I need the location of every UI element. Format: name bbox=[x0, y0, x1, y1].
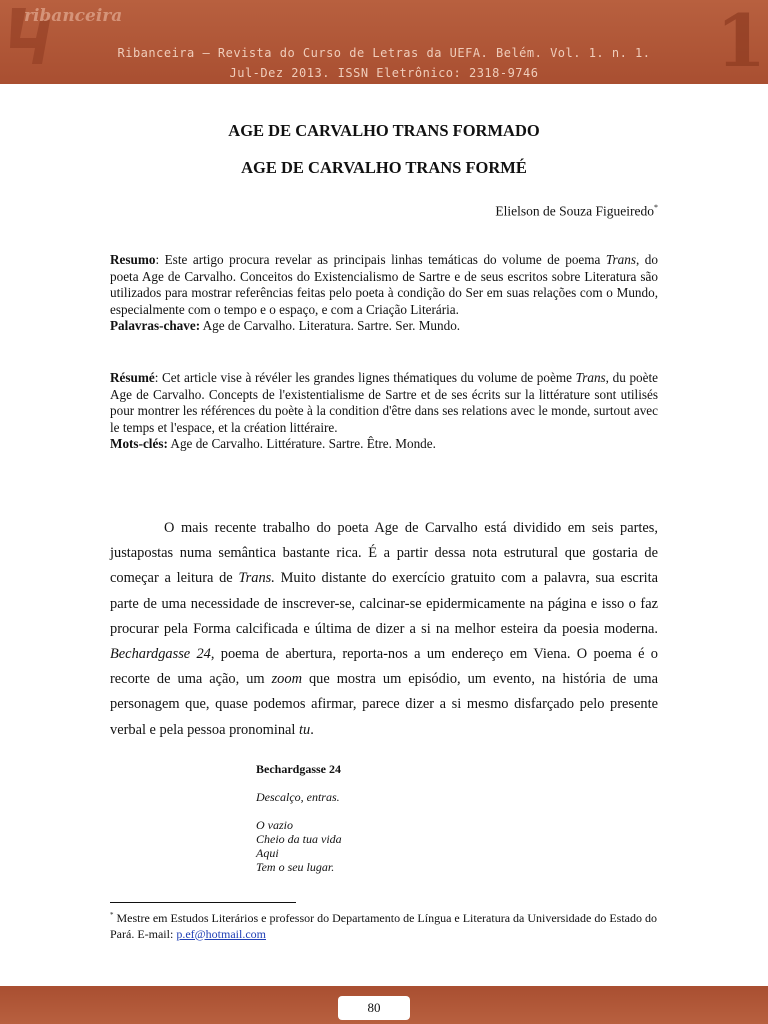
abstract-pt-italic: Trans bbox=[605, 252, 636, 267]
author-email-link[interactable]: p.ef@hotmail.com bbox=[176, 926, 267, 941]
abstract-fr-text-rest: , du poète Age de Carvalho. Concepts de l'existentialisme de Sartre et de ses écrits sur la littérature sont utilisés pour montrer les références du poète à la condition d'être dans ses relations avec le monde, surtout avec le temps et l'espace, et la création littéraire. bbox=[110, 370, 659, 435]
footnote-text: Mestre em Estudos Literários e professor do Departamento de Língua e Literatura da Universidade do Estado do Pará. E-mail: bbox=[110, 911, 657, 941]
poem-line: Tem o seu lugar. bbox=[256, 860, 335, 874]
body-italic-3: zoom bbox=[271, 671, 302, 688]
page-number: 80 bbox=[338, 996, 410, 1020]
body-italic-4: tu bbox=[299, 721, 311, 738]
issue-number-glyph: 1 bbox=[716, 0, 767, 83]
footnote bbox=[110, 908, 658, 942]
body-text-c: , poema de abertura, reporta-nos a um endereço em Viena. O poema é o recorte de uma ação, um bbox=[110, 646, 658, 688]
body-text-d: que mostra um episódio, um evento, na história de uma personagem que, quase podemos afirmar, parece dizer a si mesmo disfarçado pelo presente verbal e pela pessoa pronominal bbox=[110, 671, 658, 738]
footnote-divider bbox=[110, 902, 296, 903]
abstract-fr-paragraph bbox=[110, 370, 658, 436]
body-paragraph bbox=[110, 516, 658, 743]
abstract-fr-italic: Trans bbox=[575, 370, 606, 385]
issue-number-mark bbox=[712, 0, 767, 84]
keywords-fr-text: Age de Carvalho. Littérature. Sartre. Être. Monde. bbox=[167, 436, 436, 451]
article-title-pt: AGE DE CARVALHO TRANS FORMADO bbox=[228, 121, 540, 140]
keywords-fr-label: Mots-clés: bbox=[110, 436, 168, 451]
abstract-pt-paragraph bbox=[110, 252, 658, 318]
abstract-fr-label: Résumé bbox=[110, 370, 155, 385]
body-italic-2: Bechardgasse 24 bbox=[110, 646, 211, 663]
keywords-pt bbox=[110, 318, 658, 335]
keywords-fr bbox=[110, 436, 658, 453]
poem-line: Aqui bbox=[256, 846, 279, 860]
abstract-pt-label: Resumo bbox=[110, 252, 156, 267]
author-name-text: Elielson de Souza Figueiredo bbox=[495, 203, 654, 219]
abstract-fr-text: : Cet article vise à révéler les grandes lignes thématiques du volume de poème bbox=[154, 370, 576, 385]
abstract-pt bbox=[110, 252, 658, 335]
abstract-fr bbox=[110, 370, 658, 453]
poem-line: Descalço, entras. bbox=[256, 790, 340, 804]
poem-line: Cheio da tua vida bbox=[256, 832, 342, 846]
poem-title: Bechardgasse 24 bbox=[256, 762, 341, 776]
poem-block bbox=[256, 762, 342, 874]
body-paragraph-text bbox=[110, 516, 658, 743]
author-name bbox=[495, 203, 658, 220]
journal-citation-line: Ribanceira – Revista do Curso de Letras da UEFA. Belém. Vol. 1. n. 1. bbox=[117, 46, 651, 60]
author-note-mark: * bbox=[654, 203, 658, 212]
keywords-pt-text: Age de Carvalho. Literatura. Sartre. Ser. Mundo. bbox=[200, 318, 461, 333]
abstract-pt-text-rest: , do poeta Age de Carvalho. Conceitos do Existencialismo de Sartre e de seus escritos sobre Literatura são utilizados para mostrar referências feitas pelo poeta à condição do Ser em suas relações com o Mundo, especialmente com o tempo e o espaço, e com a Criação Literária. bbox=[110, 252, 658, 317]
body-text-e: . bbox=[310, 721, 314, 738]
journal-logo-text: ribanceira bbox=[24, 6, 123, 26]
poem-line: O vazio bbox=[256, 818, 293, 832]
body-text-b: Muito distante do exercício gratuito com a palavra, sua escrita parte de uma necessidade de inscrever-se, calcinar-se epidermicamente na página e isso o faz procurar pela Forma calcificada e última de dizer a si na melhor esteira da poesia moderna. bbox=[110, 570, 658, 637]
footnote-mark: * bbox=[110, 911, 114, 919]
article-title-fr: AGE DE CARVALHO TRANS FORMÉ bbox=[241, 158, 527, 177]
body-text-a: O mais recente trabalho do poeta Age de Carvalho está dividido em seis partes, justapostas numa semântica bastante rica. É a partir dessa nota estrutural que gostaria de começar a leitura de bbox=[110, 520, 658, 587]
body-italic-1: Trans. bbox=[238, 570, 275, 587]
journal-header-band bbox=[0, 0, 768, 84]
abstract-pt-text: : Este artigo procura revelar as principais linhas temáticas do volume de poema bbox=[155, 252, 606, 267]
journal-issn-line: Jul-Dez 2013. ISSN Eletrônico: 2318-9746 bbox=[229, 66, 539, 80]
keywords-pt-label: Palavras-chave: bbox=[110, 318, 201, 333]
